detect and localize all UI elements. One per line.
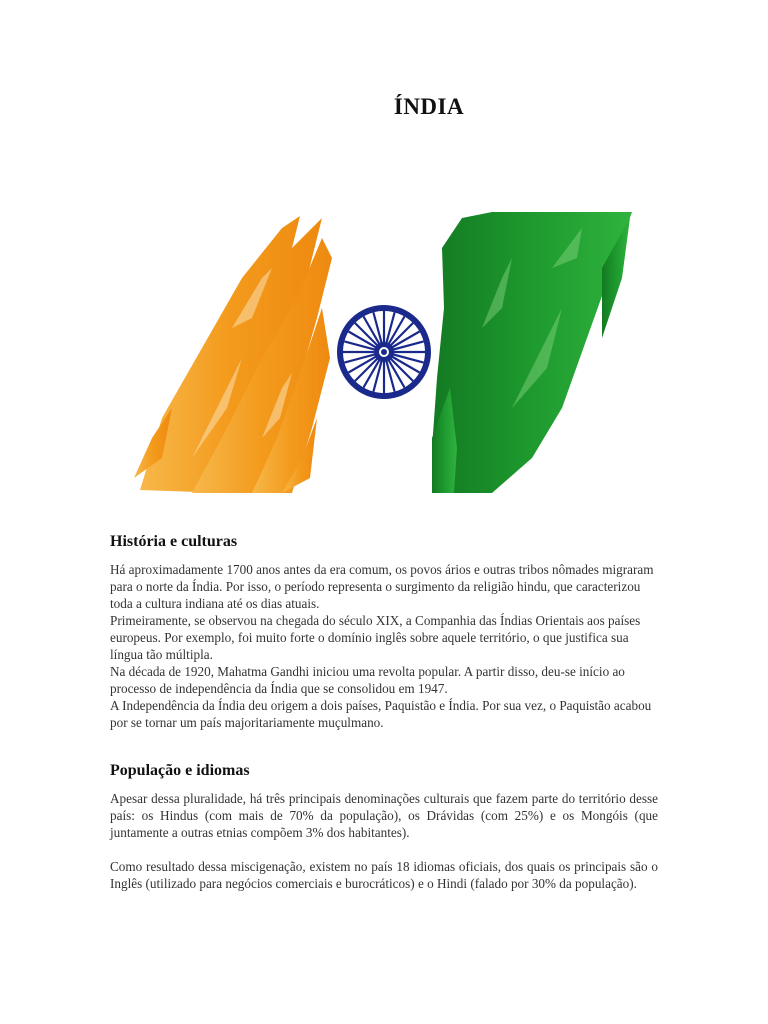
paragraph: Como resultado dessa miscigenação, existem no país 18 idiomas oficiais, dos quais os principais são o Inglês (utilizado para negócios comerciais e burocráticos) e o Hindi (falado por 30% da população). [110, 859, 658, 891]
india-flag-illustration [132, 208, 638, 498]
paragraph: Apesar dessa pluralidade, há três principais denominações culturais que fazem parte do território desse país: os Hindus (com mais de 70% da população), os Drávidas (com 25%) e os Mongóis (que juntamente a outras etnias compõem 3% dos habitantes). [110, 791, 658, 840]
section-heading: História e culturas [110, 533, 238, 550]
section-heading: População e idiomas [110, 762, 250, 779]
ashoka-chakra-icon [335, 303, 433, 401]
paragraph: Primeiramente, se observou na chegada do século XIX, a Companhia das Índias Orientais aos países europeus. Por exemplo, foi muito forte o domínio inglês sobre aquele território, o que justifica sua língua tão múltipla. [110, 613, 641, 662]
section-population [110, 762, 658, 892]
paragraph: Há aproximadamente 1700 anos antes da era comum, os povos ários e outras tribos nômades migraram para o norte da Índia. Por isso, o período representa o surgimento da religião hindu, que caracterizou toda a cultura indiana até os dias atuais. [110, 562, 654, 611]
paragraph: A Independência da Índia deu origem a dois países, Paquistão e Índia. Por sua vez, o Paquistão acabou por se tornar um país majoritariamente muçulmano. [110, 698, 652, 730]
flag-svg [132, 208, 638, 498]
paragraph: Na década de 1920, Mahatma Gandhi iniciou uma revolta popular. A partir disso, deu-se início ao processo de independência da Índia que se consolidou em 1947. [110, 664, 625, 696]
section-history [110, 533, 658, 731]
green-brush-strokes [432, 212, 632, 493]
saffron-brush-strokes [134, 216, 332, 493]
page-title: ÍNDIA [393, 94, 465, 119]
